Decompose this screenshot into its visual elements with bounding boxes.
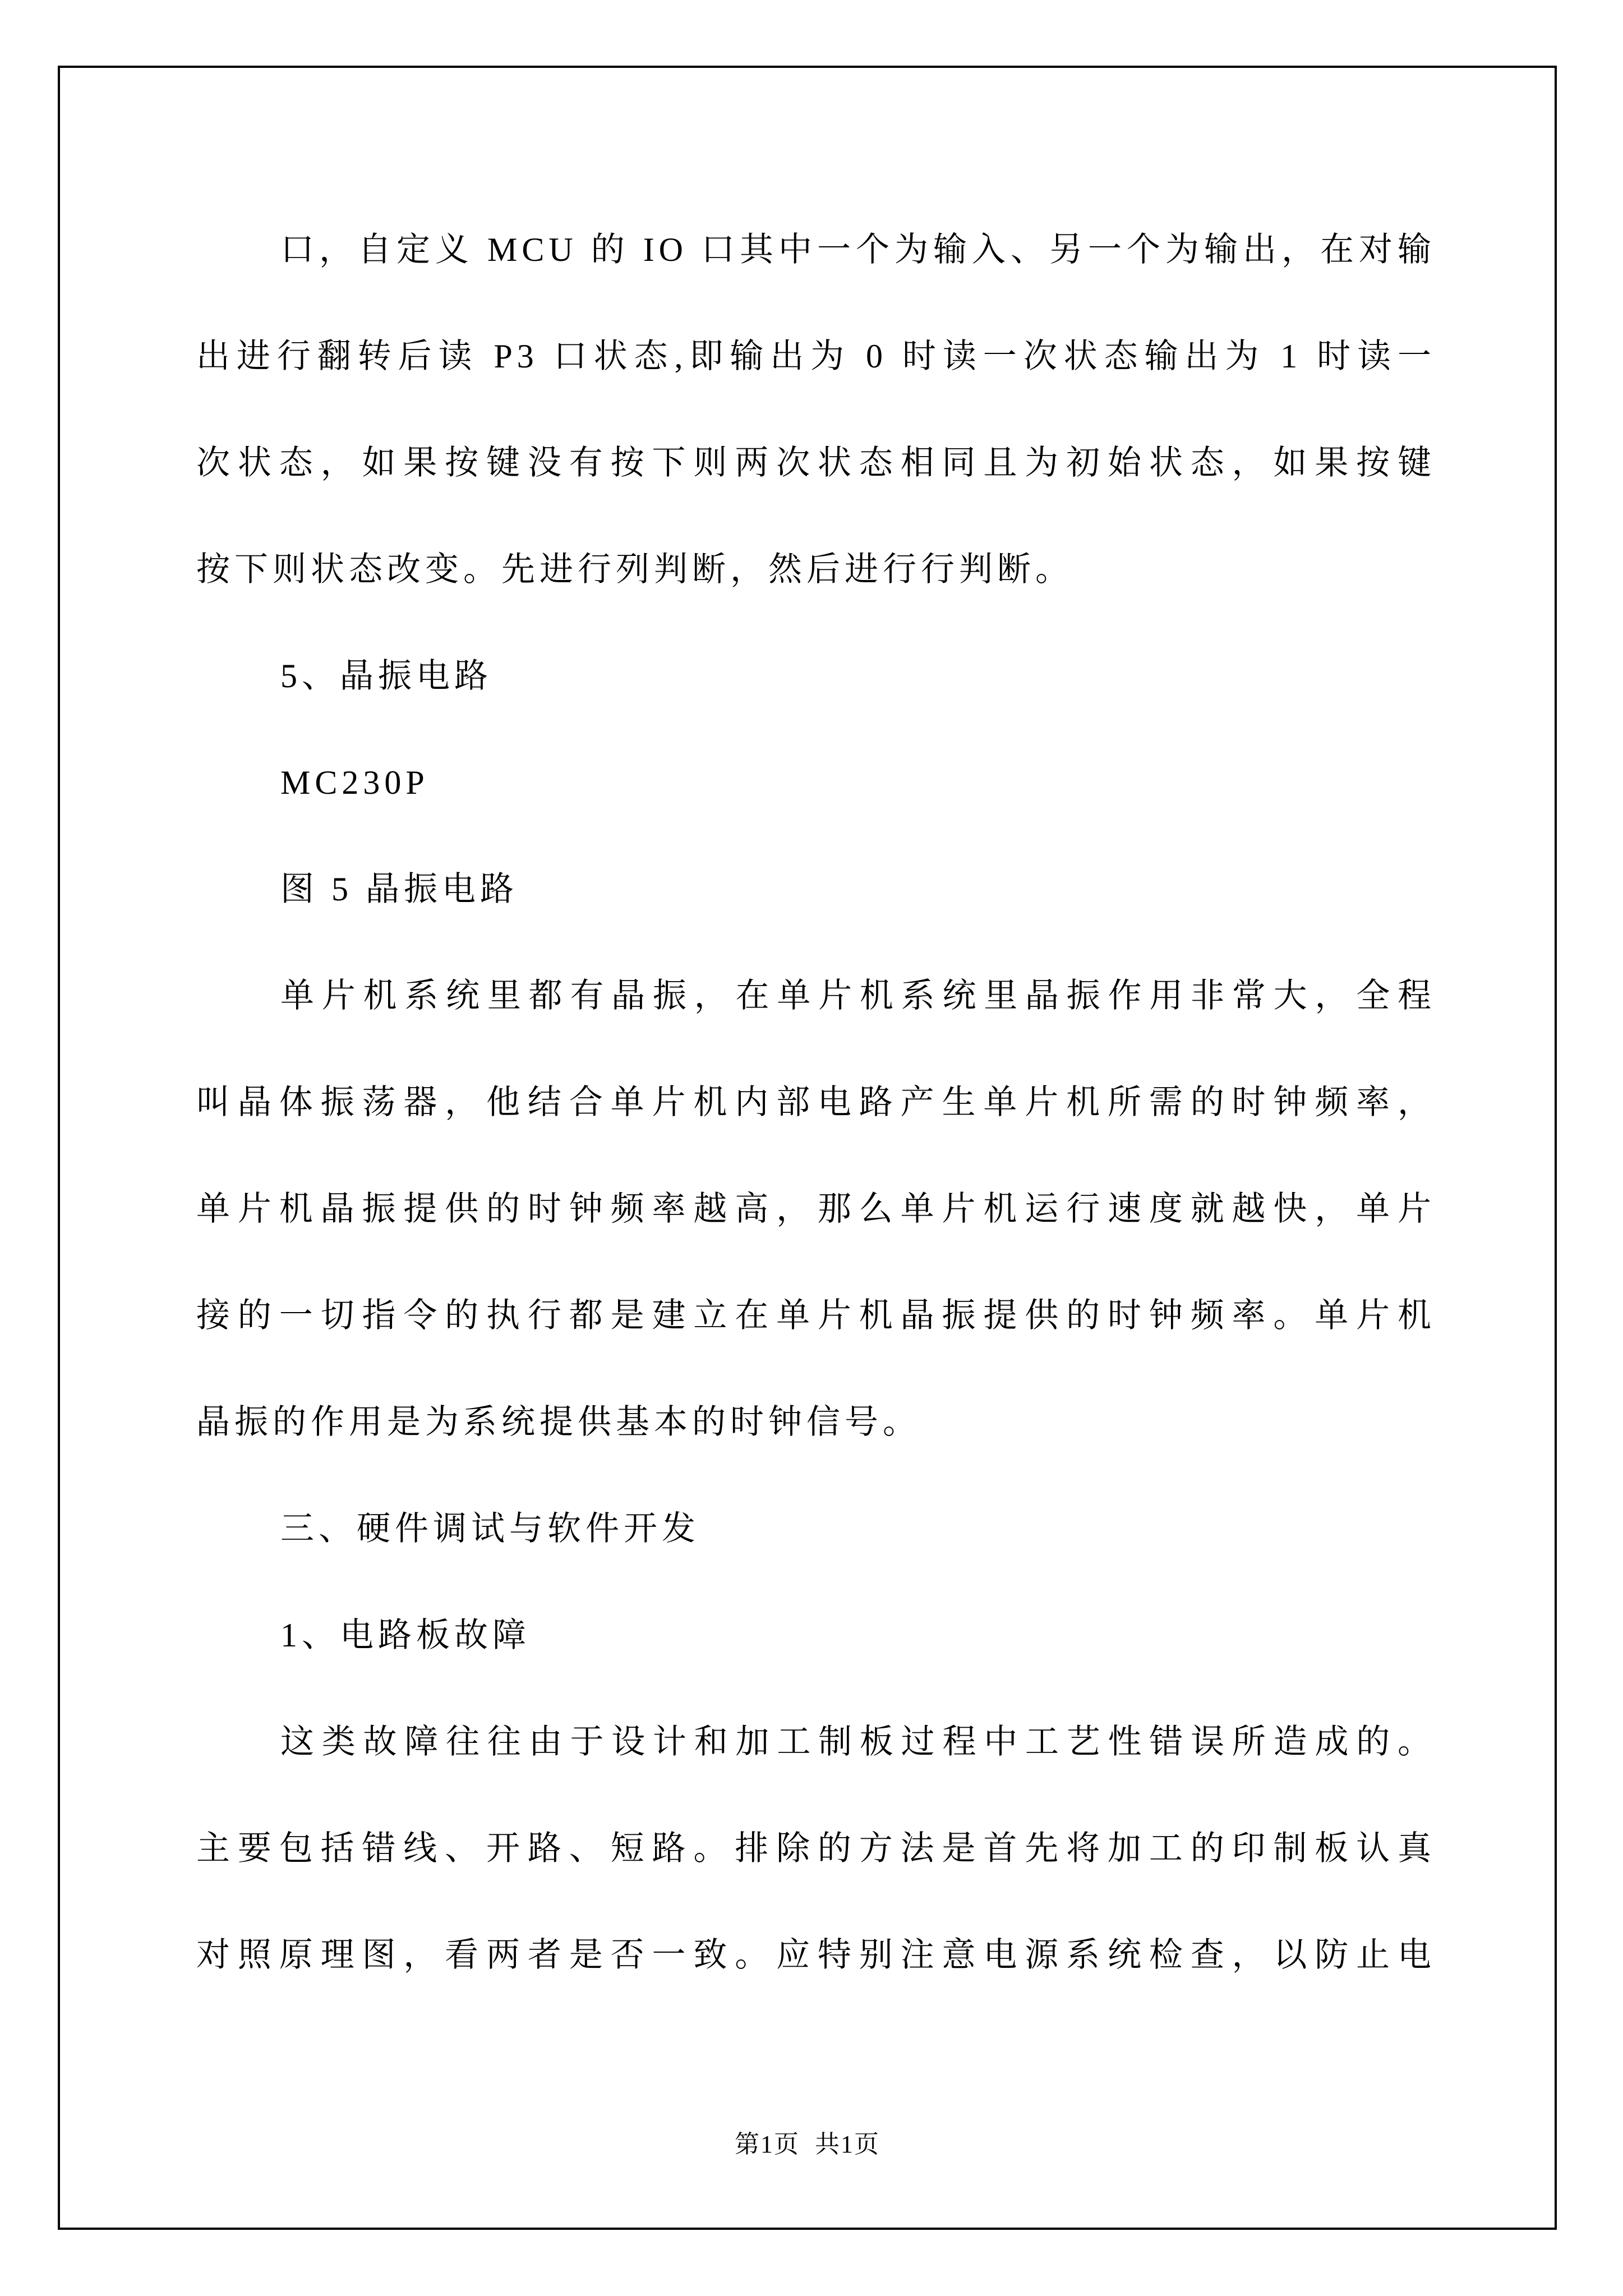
page-footer: 第1页 共1页 xyxy=(735,2131,880,2158)
text-line: 次状态，如果按键没有按下则两次状态相同且为初始状态，如果按键 xyxy=(196,444,1436,481)
document-body xyxy=(196,196,1436,2008)
text-line: 接的一切指令的执行都是建立在单片机晶振提供的时钟频率。单片机 xyxy=(196,1297,1436,1334)
text-line-heading: 5、晶振电路 xyxy=(280,657,492,694)
text-line: 单片机系统里都有晶振，在单片机系统里晶振作用非常大，全程 xyxy=(280,977,1436,1014)
text-line: 出进行翻转后读 P3 口状态,即输出为 0 时读一次状态输出为 1 时读一 xyxy=(196,338,1436,375)
text-line-figure-caption: 图 5 晶振电路 xyxy=(280,871,518,908)
text-line: 这类故障往往由于设计和加工制板过程中工艺性错误所造成的。 xyxy=(280,1723,1436,1760)
text-line: 单片机晶振提供的时钟频率越高，那么单片机运行速度就越快，单片 xyxy=(196,1190,1436,1227)
text-line-heading: 1、电路板故障 xyxy=(280,1617,531,1654)
text-line: 按下则状态改变。先进行列判断，然后进行行判断。 xyxy=(196,551,1073,588)
text-line: 叫晶体振荡器，他结合单片机内部电路产生单片机所需的时钟频率， xyxy=(196,1084,1436,1121)
text-line: 主要包括错线、开路、短路。排除的方法是首先将加工的印制板认真 xyxy=(196,1830,1436,1867)
text-line: 对照原理图，看两者是否一致。应特别注意电源系统检查，以防止电 xyxy=(196,1936,1436,1973)
text-line-section-heading: 三、硬件调试与软件开发 xyxy=(280,1510,700,1547)
text-line: MC230P xyxy=(280,764,429,801)
text-line: 口，自定义 MCU 的 IO 口其中一个为输入、另一个为输出，在对输 xyxy=(280,231,1436,268)
text-line: 晶振的作用是为系统提供基本的时钟信号。 xyxy=(196,1404,921,1441)
